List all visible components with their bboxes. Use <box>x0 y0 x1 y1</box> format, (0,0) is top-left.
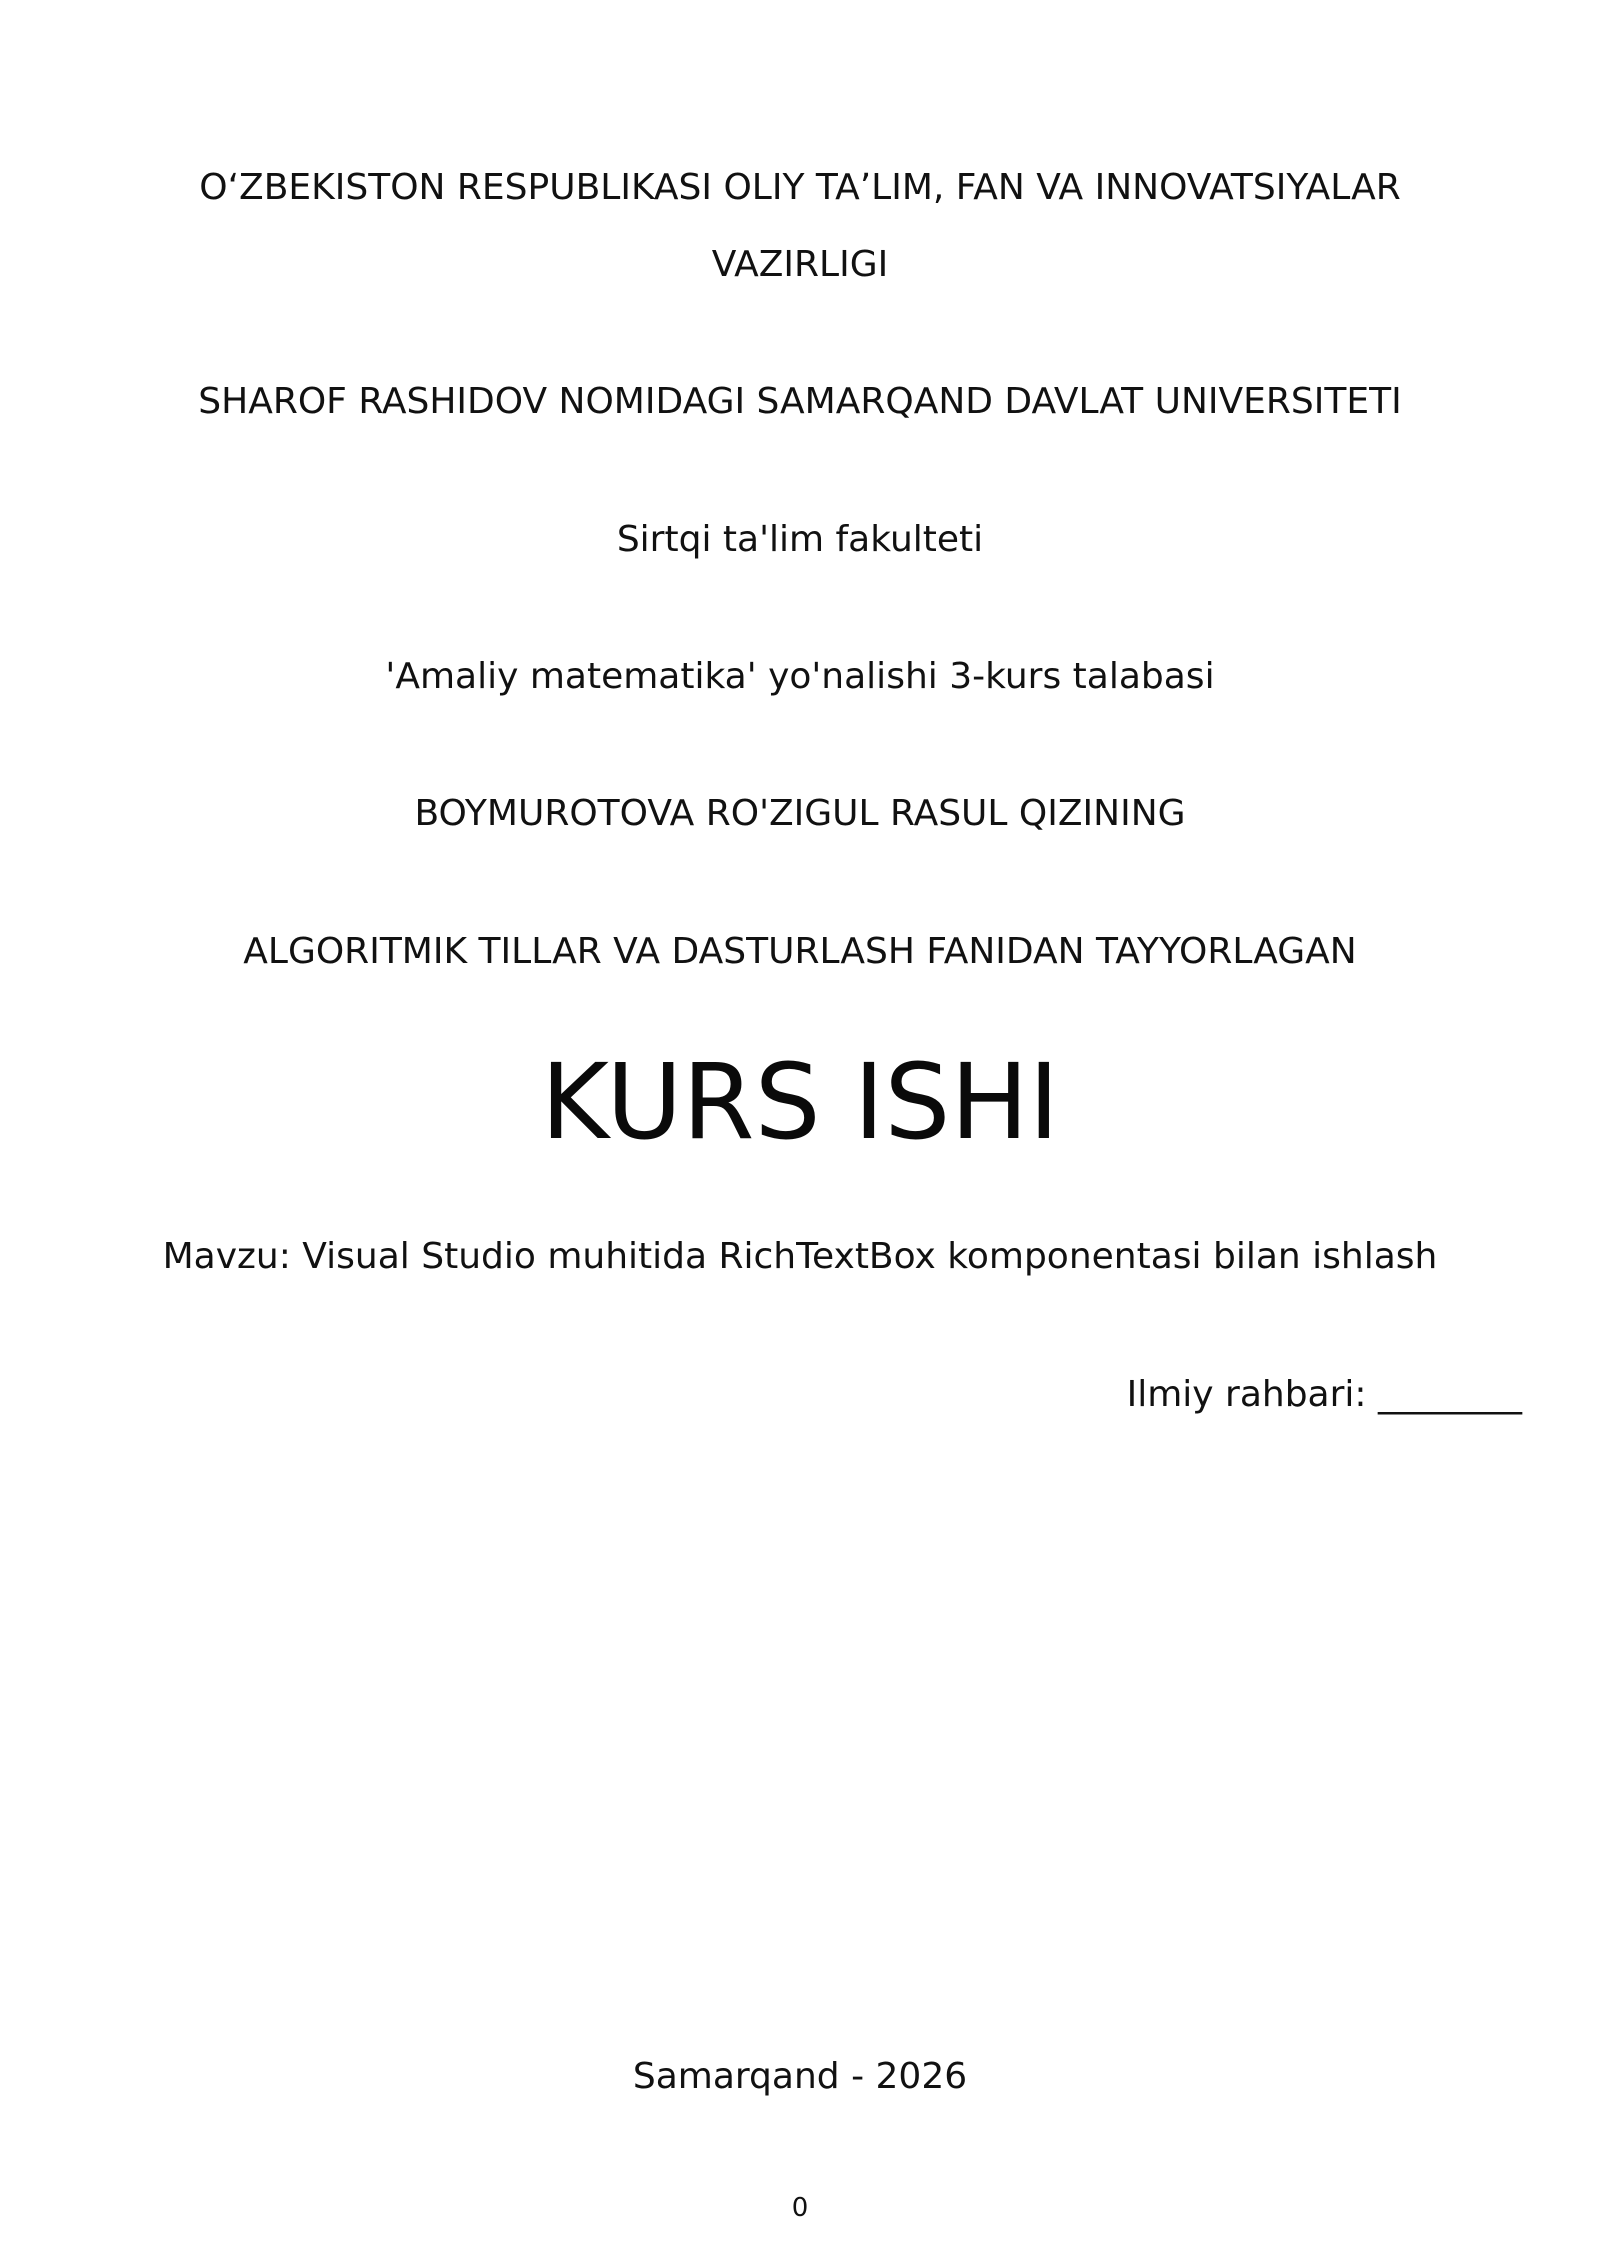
faculty-name: Sirtqi ta'lim fakulteti <box>616 519 984 560</box>
city-year: Samarqand - 2026 <box>632 2056 968 2097</box>
student-name: BOYMUROTOVA RO'ZIGUL RASUL QIZINING <box>414 793 1186 834</box>
subject-line: ALGORITMIK TILLAR VA DASTURLASH FANIDAN TAYYORLAGAN <box>243 931 1357 972</box>
document-title: KURS ISHI <box>540 1041 1060 1163</box>
page-number: 0 <box>791 2193 809 2223</box>
supervisor-line: Ilmiy rahbari: ________ <box>1126 1374 1522 1415</box>
student-direction: 'Amaliy matematika' yo'nalishi 3-kurs talabasi <box>385 656 1215 697</box>
ministry-name-line-1: O‘ZBEKISTON RESPUBLIKASI OLIY TA’LIM, FAN VA INNOVATSIYALAR <box>199 167 1401 208</box>
ministry-name-line-2: VAZIRLIGI <box>711 244 889 285</box>
topic-line: Mavzu: Visual Studio muhitida RichTextBox komponentasi bilan ishlash <box>162 1236 1438 1277</box>
university-name: SHAROF RASHIDOV NOMIDAGI SAMARQAND DAVLAT UNIVERSITETI <box>198 381 1402 422</box>
